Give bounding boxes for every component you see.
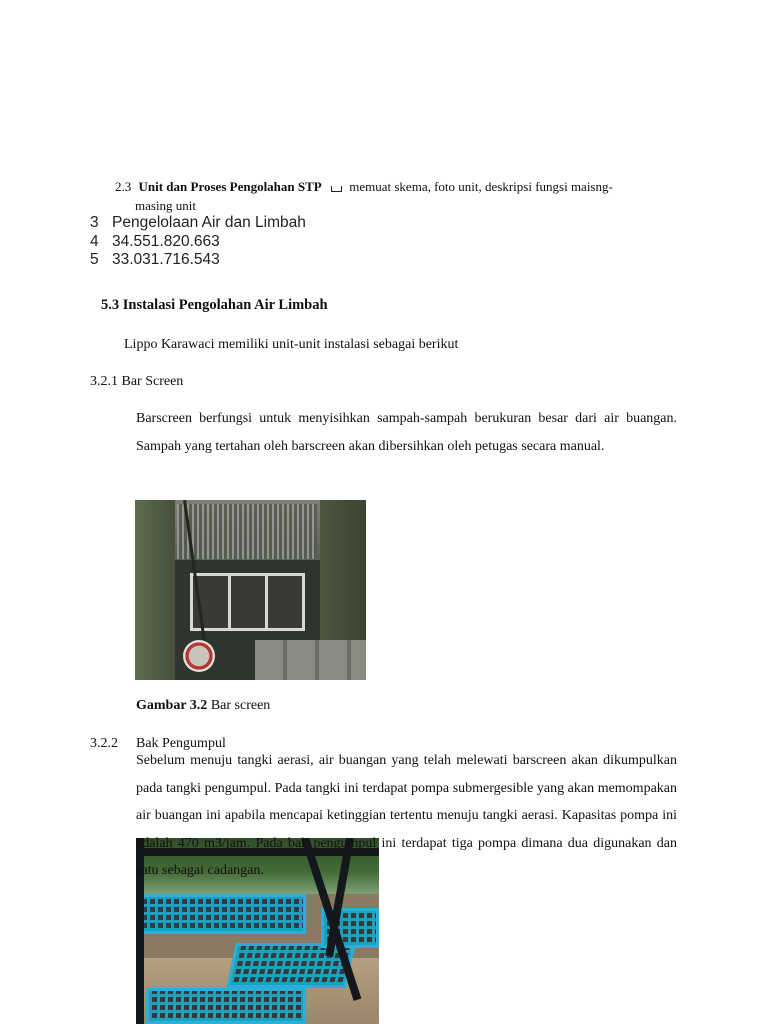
caption-label: Gambar 3.2 [136,698,208,713]
section-heading: 5.3 Instalasi Pengolahan Air Limbah [101,297,328,313]
list-item [90,233,220,251]
toc-title: Unit dan Proses Pengolahan STP [138,179,322,194]
subsection-title-bak-pengumpul: Bak Pengumpul [136,736,226,751]
figure-caption [136,698,270,714]
list-item [90,251,220,269]
list-item-number: 5 [90,251,99,268]
section-intro: Lippo Karawaci memiliki unit-unit instalasi sebagai berikut [124,337,459,352]
caption-text: Bar screen [207,698,271,713]
toc-number: 2.3 [115,179,132,194]
placeholder-box-icon [331,186,342,192]
list-item-number: 4 [90,233,99,250]
list-item-text: 34.551.820.663 [112,233,220,250]
list-item-text: Pengelolaan Air dan Limbah [112,214,306,231]
toc-description: memuat skema, foto unit, deskripsi fungsi maisng- [349,179,613,194]
subsection-heading-bar-screen: 3.2.1 Bar Screen [90,374,184,389]
list-item-text: 33.031.716.543 [112,251,220,268]
toc-entry-2-3 [115,178,660,196]
toc-description-continued: masing unit [135,198,197,213]
list-item [90,214,306,232]
bar-screen-photo [135,500,366,680]
list-item-number: 3 [90,214,99,231]
bar-screen-paragraph: Barscreen berfungsi untuk menyisihkan sampah-sampah berukuran besar dari air buangan. Sampah yang tertahan oleh barscreen akan dibersihkan oleh petugas secara manual. [136,411,677,454]
bak-pengumpul-paragraph: Sebelum menuju tangki aerasi, air buangan yang telah melewati barscreen akan dikumpulkan pada tangki pengumpul. Pada tangki ini terdapat pompa submergesible yang akan memompakan air buangan ini apabila mencapai ketinggian tertentu menuju tangki aerasi. Kapasitas pompa ini adalah 470 m3/jam. Pada bak pengumpul ini terdapat tiga pompa dimana dua digunakan dan satu sebagai cadangan. [136,753,677,878]
subsection-number-bak-pengumpul: 3.2.2 [90,736,118,751]
